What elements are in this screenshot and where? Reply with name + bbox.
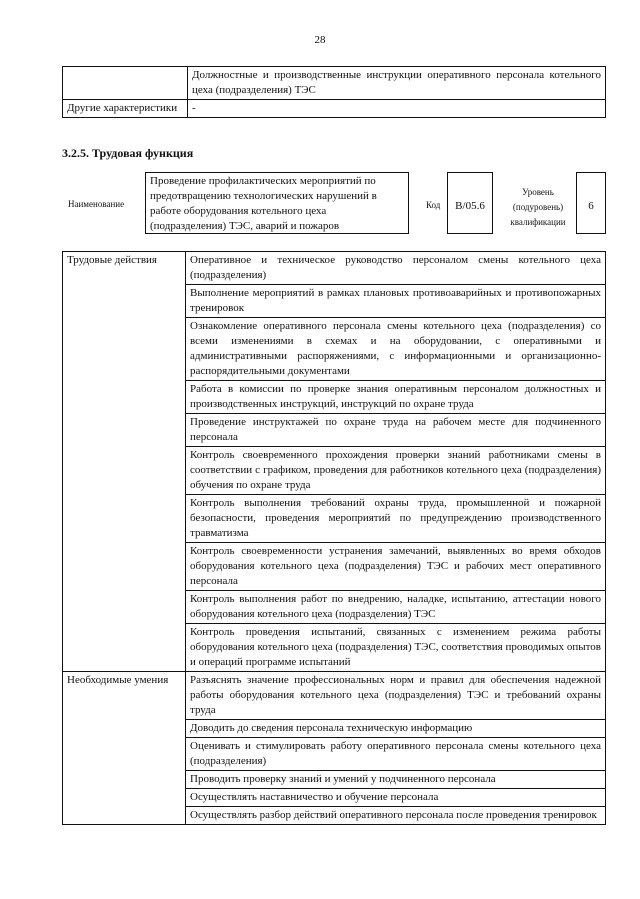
function-name-label: Наименование [68,199,125,209]
labor-action-item: Проведение инструктажей по охране труда на рабочем месте для подчиненного персонала [186,414,606,447]
table-cell-empty [63,67,188,100]
table-row [63,67,606,100]
skill-item: Оценивать и стимулировать работу оперативного персонала смены котельного цеха (подразделения) [186,738,606,771]
skill-item: Разъяснять значение профессиональных норм и правил для обеспечения надежной работы оборудования котельного цеха (подразделения) ТЭС и требований охраны труда [186,672,606,720]
labor-action-item: Контроль выполнения работ по внедрению, наладке, испытанию, аттестации нового оборудования котельного цеха (подразделения) ТЭС [186,591,606,624]
function-name-value: Проведение профилактических мероприятий по предотвращению технологических нарушений в работе оборудования котельного цеха (подразделения) ТЭС, аварий и пожаров [145,172,409,234]
labor-action-item: Выполнение мероприятий в рамках плановых противоаварийных и противопожарных тренировок [186,285,606,318]
table-cell: - [188,100,606,118]
required-skills-label: Необходимые умения [63,672,186,825]
labor-action-item: Контроль проведения испытаний, связанных с изменением режима работы оборудования котельного цеха (подразделения) ТЭС, соответствия проводимых опытов и операций программе испытаний [186,624,606,672]
table-cell: Должностные и производственные инструкции оперативного персонала котельного цеха (подразделения) ТЭС [188,67,606,100]
skill-item: Доводить до сведения персонала техническую информацию [186,720,606,738]
labor-action-item: Контроль выполнения требований охраны труда, промышленной и пожарной безопасности, проведения мероприятий по предупреждению производственного травматизма [186,495,606,543]
skill-item: Осуществлять наставничество и обучение персонала [186,789,606,807]
page-number: 28 [314,34,326,46]
characteristics-table [62,66,606,118]
labor-actions-label: Трудовые действия [63,252,186,672]
skill-item: Проводить проверку знаний и умений у подчиненного персонала [186,771,606,789]
table-row [63,252,606,285]
qualification-level-label: Уровень (подуровень) квалификации [510,187,566,227]
labor-action-item: Контроль своевременного прохождения проверки знаний работниками смены в соответствии с графиком, проведения для работников котельного цеха (подразделения) обучения по охране труда [186,447,606,495]
qualification-level-value: 6 [576,172,606,234]
table-row [63,100,606,118]
section-heading: 3.2.5. Трудовая функция [62,146,194,160]
labor-action-item: Ознакомление оперативного персонала смены котельного цеха (подразделения) со всеми изменениями в схемах и на оборудовании, с оперативными и административными распоряжениями, с информационными и организационно-распорядительными документами [186,318,606,381]
labor-action-item: Контроль своевременности устранения замечаний, выявленных во время обходов оборудования котельного цеха (подразделения) ТЭС и рабочих мест оперативного персонала [186,543,606,591]
labor-action-item: Оперативное и техническое руководство персоналом смены котельного цеха (подразделения) [186,252,606,285]
table-row [63,672,606,720]
other-characteristics-label: Другие характеристики [63,100,188,118]
labor-action-item: Работа в комиссии по проверке знания оперативным персоналом должностных и производственных инструкций, инструкций по охране труда [186,381,606,414]
function-details-table [62,251,606,825]
code-label: Код [426,200,441,210]
code-value: B/05.6 [447,172,493,234]
skill-item: Осуществлять разбор действий оперативного персонала после проведения тренировок [186,807,606,825]
